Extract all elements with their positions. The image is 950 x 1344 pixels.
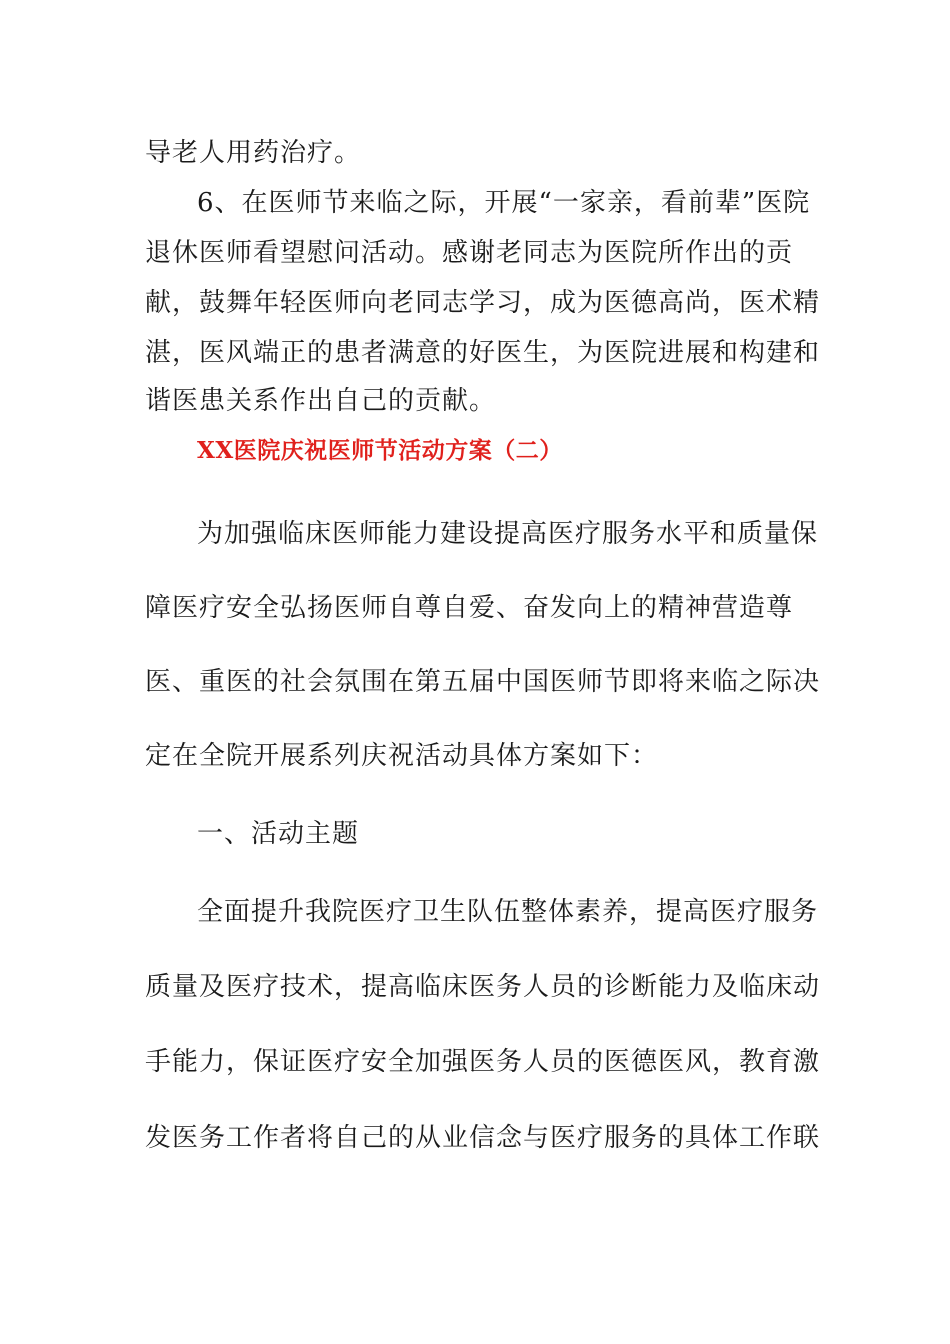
paragraph-line: 为加强临床医师能力建设提高医疗服务水平和质量保 xyxy=(197,519,819,549)
paragraph-line: 6、在医师节来临之际，开展“一家亲，看前辈”医院 xyxy=(197,188,811,218)
paragraph-line: 医、重医的社会氛围在第五届中国医师节即将来临之际决 xyxy=(145,667,821,697)
section-title: XX医院庆祝医师节活动方案（二） xyxy=(197,437,563,464)
paragraph-line: 献，鼓舞年轻医师向老同志学习，成为医德高尚，医术精 xyxy=(145,288,821,318)
paragraph-line: 全面提升我院医疗卫生队伍整体素养，提高医疗服务 xyxy=(197,897,819,927)
paragraph-line: 退休医师看望慰问活动。感谢老同志为医院所作出的贡 xyxy=(145,238,794,268)
paragraph-line: 发医务工作者将自己的从业信念与医疗服务的具体工作联 xyxy=(145,1123,821,1153)
paragraph-line: 手能力，保证医疗安全加强医务人员的医德医风，教育激 xyxy=(145,1047,821,1077)
paragraph-line: 谐医患关系作出自己的贡献。 xyxy=(145,386,497,416)
paragraph-line: 质量及医疗技术，提高临床医务人员的诊断能力及临床动 xyxy=(145,972,821,1002)
paragraph-line: 定在全院开展系列庆祝活动具体方案如下： xyxy=(145,741,659,771)
paragraph-line: 湛，医风端正的患者满意的好医生，为医院进展和构建和 xyxy=(145,338,821,368)
paragraph-line: 障医疗安全弘扬医师自尊自爱、奋发向上的精神营造尊 xyxy=(145,593,794,623)
section-heading: 一、活动主题 xyxy=(197,819,360,849)
paragraph-line: 导老人用药治疗。 xyxy=(145,138,362,168)
